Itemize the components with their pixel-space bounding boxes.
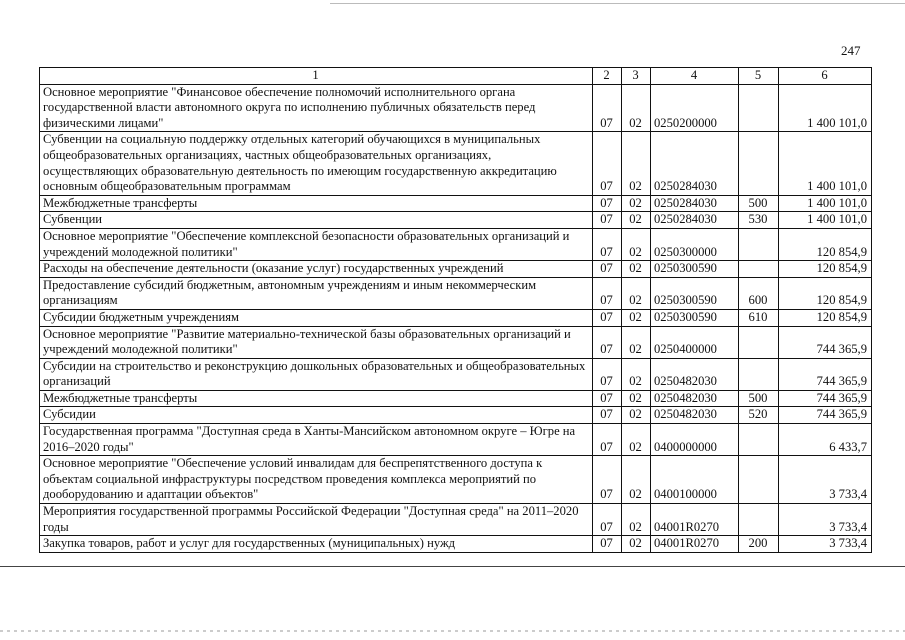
section-cell: 07 [593,261,622,278]
table-row [40,277,872,309]
amount-cell: 6 433,7 [779,424,872,456]
subsection-cell: 02 [622,261,651,278]
target-article-cell: 0250284030 [651,212,739,229]
section-cell: 07 [593,326,622,358]
subsection-cell: 02 [622,326,651,358]
section-cell: 07 [593,277,622,309]
amount-cell: 120 854,9 [779,277,872,309]
row-name-cell: Предоставление субсидий бюджетным, автономным учреждениям и иным некоммерческим организациям [40,277,593,309]
page-number: 247 [841,43,861,58]
section-cell: 07 [593,84,622,132]
row-name-cell: Мероприятия государственной программы Российской Федерации "Доступная среда" на 2011–2020 годы [40,504,593,536]
section-cell: 07 [593,407,622,424]
target-article-cell: 04001R0270 [651,536,739,553]
expense-type-cell [739,132,779,195]
amount-cell: 120 854,9 [779,261,872,278]
amount-cell: 3 733,4 [779,504,872,536]
table-row [40,309,872,326]
amount-cell: 744 365,9 [779,358,872,390]
amount-cell: 744 365,9 [779,326,872,358]
section-cell: 07 [593,358,622,390]
table-row [40,407,872,424]
target-article-cell: 0400000000 [651,424,739,456]
scan-bottom-line [0,566,905,567]
table-row [40,228,872,260]
expense-type-cell [739,84,779,132]
amount-cell: 1 400 101,0 [779,132,872,195]
section-cell: 07 [593,536,622,553]
expense-type-cell [739,261,779,278]
header-row [40,68,872,85]
header-cell: 6 [779,68,872,85]
row-name-cell: Расходы на обеспечение деятельности (оказание услуг) государственных учреждений [40,261,593,278]
table-row [40,132,872,195]
table-row [40,195,872,212]
subsection-cell: 02 [622,407,651,424]
section-cell: 07 [593,424,622,456]
subsection-cell: 02 [622,456,651,504]
expense-type-cell: 600 [739,277,779,309]
subsection-cell: 02 [622,424,651,456]
table-row [40,84,872,132]
row-name-cell: Основное мероприятие "Финансовое обеспечение полномочий исполнительного органа государственной власти автономного округа по исполнению публичных обязательств перед физическими лицами" [40,84,593,132]
amount-cell: 1 400 101,0 [779,212,872,229]
section-cell: 07 [593,212,622,229]
table-row [40,504,872,536]
section-cell: 07 [593,309,622,326]
subsection-cell: 02 [622,132,651,195]
amount-cell: 744 365,9 [779,407,872,424]
amount-cell: 3 733,4 [779,456,872,504]
row-name-cell: Закупка товаров, работ и услуг для государственных (муниципальных) нужд [40,536,593,553]
target-article-cell: 0250300590 [651,277,739,309]
amount-cell: 744 365,9 [779,390,872,407]
table-row [40,326,872,358]
target-article-cell: 0250482030 [651,358,739,390]
target-article-cell: 0250284030 [651,195,739,212]
amount-cell: 120 854,9 [779,309,872,326]
subsection-cell: 02 [622,358,651,390]
target-article-cell: 0250300000 [651,228,739,260]
table-row [40,212,872,229]
table-row [40,456,872,504]
expense-type-cell [739,358,779,390]
scan-edge-line [330,3,905,4]
table-row [40,424,872,456]
subsection-cell: 02 [622,390,651,407]
target-article-cell: 0250284030 [651,132,739,195]
expense-type-cell: 520 [739,407,779,424]
expense-type-cell: 500 [739,390,779,407]
table-row [40,390,872,407]
row-name-cell: Межбюджетные трансферты [40,390,593,407]
row-name-cell: Субвенции на социальную поддержку отдельных категорий обучающихся в муниципальных общеобразовательных организациях, частных общеобразовательных организациях, осуществляющих образовательную деятельность по имеющим государственную аккредитацию основным общеобразовательным программам [40,132,593,195]
header-cell: 3 [622,68,651,85]
target-article-cell: 0250200000 [651,84,739,132]
row-name-cell: Основное мероприятие "Обеспечение комплексной безопасности образовательных организаций и учреждений молодежной политики" [40,228,593,260]
subsection-cell: 02 [622,212,651,229]
amount-cell: 120 854,9 [779,228,872,260]
amount-cell: 1 400 101,0 [779,84,872,132]
target-article-cell: 0250300590 [651,309,739,326]
header-cell: 5 [739,68,779,85]
amount-cell: 3 733,4 [779,536,872,553]
target-article-cell: 0250300590 [651,261,739,278]
row-name-cell: Основное мероприятие "Развитие материально-технической базы образовательных организаций и учреждений молодежной политики" [40,326,593,358]
section-cell: 07 [593,195,622,212]
expense-type-cell: 500 [739,195,779,212]
target-article-cell: 0400100000 [651,456,739,504]
subsection-cell: 02 [622,309,651,326]
amount-cell: 1 400 101,0 [779,195,872,212]
table-row [40,261,872,278]
section-cell: 07 [593,456,622,504]
target-article-cell: 04001R0270 [651,504,739,536]
section-cell: 07 [593,228,622,260]
expense-type-cell [739,456,779,504]
table-row [40,536,872,553]
subsection-cell: 02 [622,536,651,553]
header-cell: 2 [593,68,622,85]
row-name-cell: Субсидии бюджетным учреждениям [40,309,593,326]
row-name-cell: Субвенции [40,212,593,229]
row-name-cell: Государственная программа "Доступная среда в Ханты-Мансийском автономном округе – Югре на 2016–2020 годы" [40,424,593,456]
header-cell: 4 [651,68,739,85]
subsection-cell: 02 [622,84,651,132]
row-name-cell: Субсидии [40,407,593,424]
target-article-cell: 0250400000 [651,326,739,358]
section-cell: 07 [593,390,622,407]
expense-type-cell [739,228,779,260]
expense-type-cell [739,326,779,358]
expense-type-cell: 610 [739,309,779,326]
table-row [40,358,872,390]
scan-noise [0,630,905,632]
budget-table [39,67,872,553]
row-name-cell: Субсидии на строительство и реконструкцию дошкольных образовательных и общеобразовательных организаций [40,358,593,390]
section-cell: 07 [593,504,622,536]
target-article-cell: 0250482030 [651,407,739,424]
expense-type-cell: 530 [739,212,779,229]
section-cell: 07 [593,132,622,195]
expense-type-cell [739,504,779,536]
subsection-cell: 02 [622,195,651,212]
row-name-cell: Межбюджетные трансферты [40,195,593,212]
subsection-cell: 02 [622,228,651,260]
subsection-cell: 02 [622,504,651,536]
subsection-cell: 02 [622,277,651,309]
header-cell: 1 [40,68,593,85]
target-article-cell: 0250482030 [651,390,739,407]
expense-type-cell [739,424,779,456]
row-name-cell: Основное мероприятие "Обеспечение условий инвалидам для беспрепятственного доступа к объектам социальной инфраструктуры посредством проведения комплекса мероприятий по дооборудованию и адаптации объектов" [40,456,593,504]
expense-type-cell: 200 [739,536,779,553]
